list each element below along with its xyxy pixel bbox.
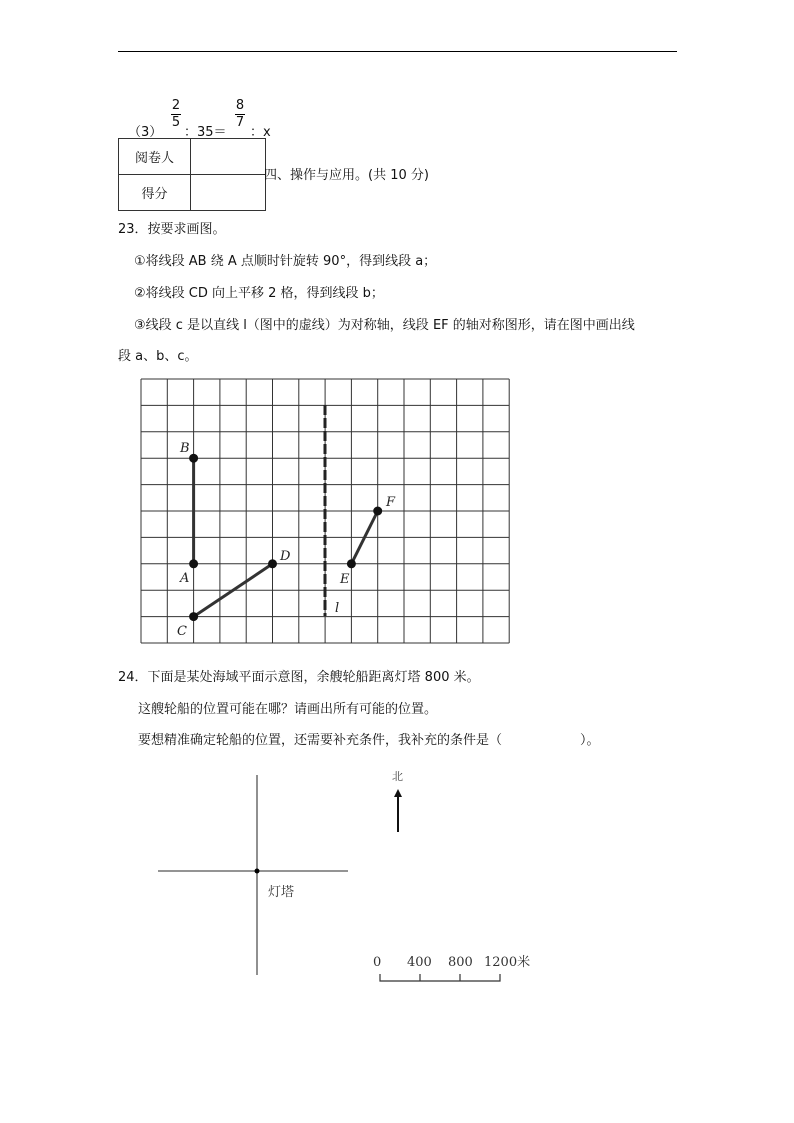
point-C [189,612,198,621]
denominator: 7 [235,115,245,130]
scale-bar [380,974,500,981]
label-E: E [340,572,350,587]
q24-title: 24．下面是某处海域平面示意图，余艘轮船距离灯塔 800 米。 [118,670,480,685]
q23-item3-cont: 段 a、b、c。 [118,349,198,364]
q23-item1: ①将线段 AB 绕 A 点顺时针旋转 90°，得到线段 a； [134,254,437,269]
q23-item2: ②将线段 CD 向上平移 2 格，得到线段 b； [134,286,384,301]
lighthouse-point [255,869,260,874]
scale-400: 400 [407,955,432,970]
point-E [347,559,356,568]
numerator: 8 [235,98,245,113]
label-F: F [386,495,396,510]
q23-item3: ③线段 c 是以直线 l（图中的虚线）为对称轴，线段 EF 的轴对称图形，请在图中画出线 [134,318,635,333]
score-label: 得分 [119,175,191,211]
q24-line2: 这艘轮船的位置可能在哪？请画出所有可能的位置。 [138,702,438,717]
scale-1200: 1200米 [484,955,531,970]
north-arrow-icon [394,789,402,832]
denominator: 5 [171,115,181,130]
north-label: 北 [392,770,403,783]
point-D [268,559,277,568]
label-B: B [180,441,190,456]
scale-800: 800 [448,955,473,970]
point-F [373,507,382,516]
q3-suffix: ：x [250,125,271,140]
q23-title: 23．按要求画图。 [118,222,226,237]
lighthouse-label: 灯塔 [268,885,295,900]
reviewer-label: 阅卷人 [119,139,191,175]
q3-prefix: （3） [128,125,163,140]
scale-0: 0 [373,955,382,970]
label-l: l [335,601,340,616]
q24-line3: 要想精准确定轮船的位置，还需要补充条件，我补充的条件是（ ）。 [138,733,600,748]
point-B [189,454,198,463]
label-D: D [280,549,291,564]
section-title: 四、操作与应用。(共 10 分) [264,168,429,183]
point-A [189,559,198,568]
numerator: 2 [171,98,181,113]
label-C: C [177,624,187,639]
q3-mid: ：35＝ [184,125,227,140]
label-A: A [180,571,190,586]
